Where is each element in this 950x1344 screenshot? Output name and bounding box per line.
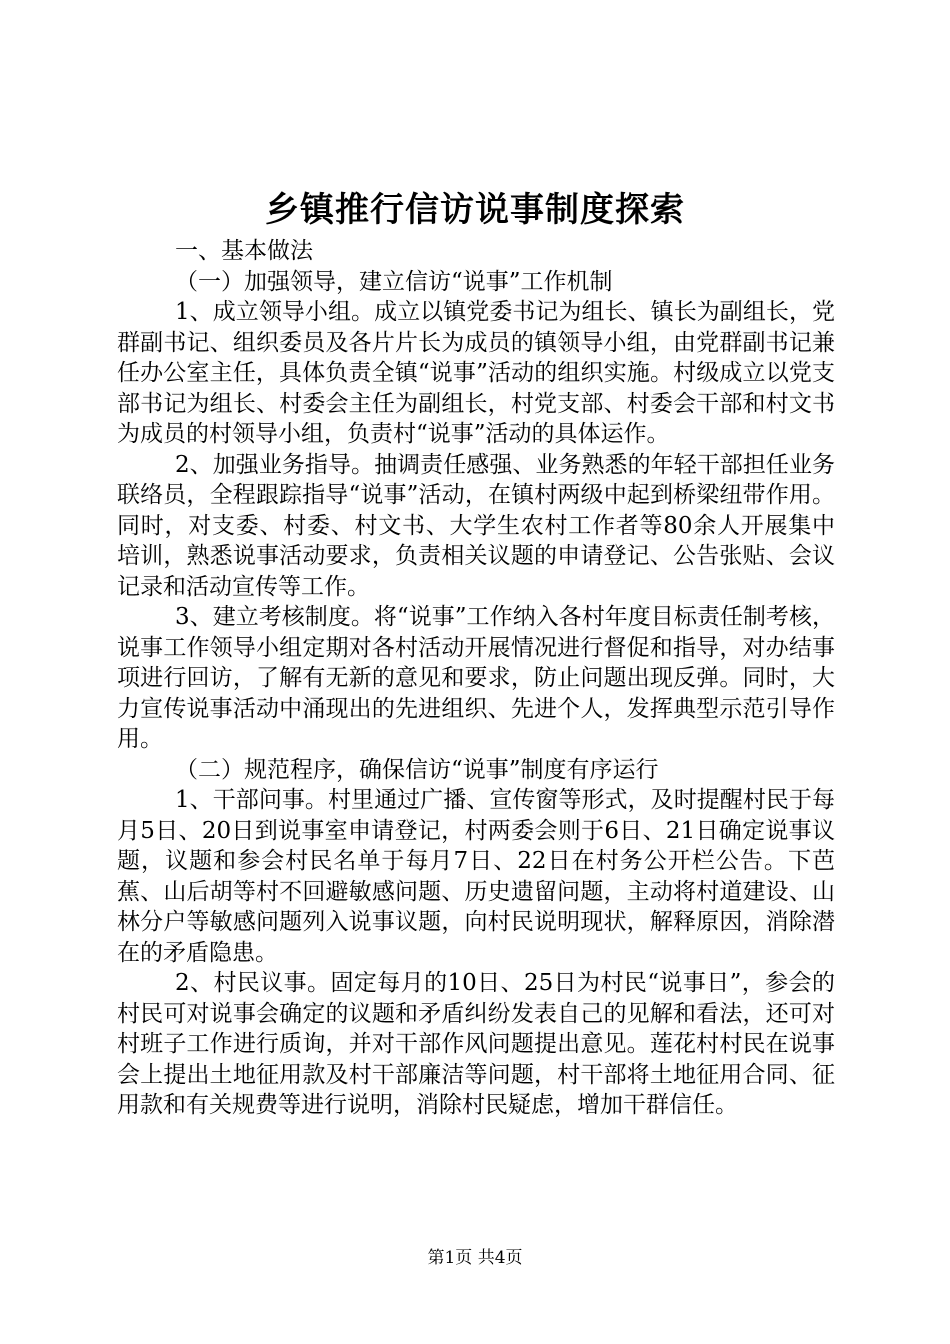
section-heading: 一、基本做法 [175,238,313,264]
document-body [117,236,835,1121]
subsection-heading-2: （二）规范程序，确保信访“说事”制度有序运行 [175,756,659,783]
subsection-heading-1: （一）加强领导，建立信访“说事”工作机制 [175,268,613,295]
document-title: 乡镇推行信访说事制度探索 [265,190,685,230]
paragraph-1: 1、成立领导小组。成立以镇党委书记为组长、镇长为副组长，党群副书记、组织委员及各片片长为成员的镇领导小组，由党群副书记兼任办公室主任，具体负责全镇“说事”活动的组织实施。村级成立以党支部书记为组长、村委会主任为副组长，村党支部、村委会干部和村文书为成员的村领导小组，负责村“说事”活动的具体运作。 [117,299,835,447]
paragraph-5: 2、村民议事。固定每月的10日、25日为村民“说事日”，参会的村民可对说事会确定的议题和矛盾纠纷发表自己的见解和看法，还可对村班子工作进行质询，并对干部作风问题提出意见。莲花村村民在说事会上提出土地征用款及村干部廉洁等问题，村干部将土地征用合同、征用款和有关规费等进行说明，消除村民疑虑，增加干群信任。 [117,970,835,1118]
page-footer: 第1页 共4页 [427,1248,523,1268]
paragraph-4: 1、干部问事。村里通过广播、宣传窗等形式，及时提醒村民于每月5日、20日到说事室申请登记，村两委会则于6日、21日确定说事议题，议题和参会村民名单于每月7日、22日在村务公开栏公告。下芭蕉、山后胡等村不回避敏感问题、历史遗留问题，主动将村道建设、山林分户等敏感问题列入说事议题，向村民说明现状，解释原因，消除潜在的矛盾隐患。 [117,787,835,966]
paragraph-2: 2、加强业务指导。抽调责任感强、业务熟悉的年轻干部担任业务联络员，全程跟踪指导“说事”活动，在镇村两级中起到桥梁纽带作用。同时，对支委、村委、村文书、大学生农村工作者等80余人开展集中培训，熟悉说事活动要求，负责相关议题的申请登记、公告张贴、会议记录和活动宣传等工作。 [117,451,835,600]
paragraph-3: 3、建立考核制度。将“说事”工作纳入各村年度目标责任制考核，说事工作领导小组定期对各村活动开展情况进行督促和指导，对办结事项进行回访，了解有无新的意见和要求，防止问题出现反弹。同时，大力宣传说事活动中涌现出的先进组织、先进个人，发挥典型示范引导作用。 [117,604,835,752]
